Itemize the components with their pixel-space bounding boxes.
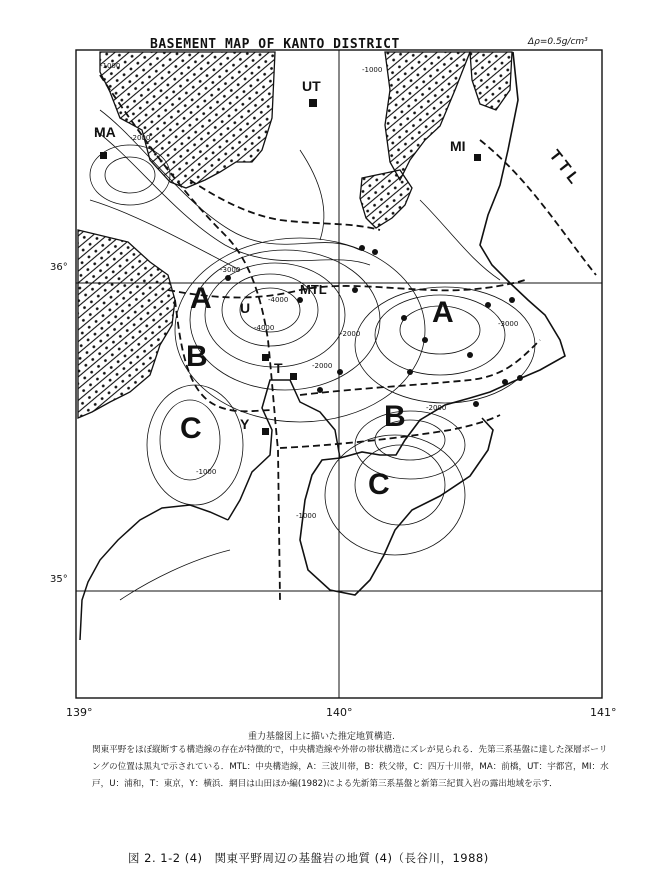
coastline-tokyo-bay — [228, 380, 340, 520]
label-y: Y — [240, 416, 250, 432]
contour-label: -1000 — [362, 66, 383, 74]
label-ttl: TTL — [545, 147, 585, 191]
label-mtl: MTL — [300, 282, 327, 297]
lon-label-139: 139° — [66, 706, 93, 719]
outcrop-northeast — [470, 52, 512, 110]
contour-label: -2000 — [312, 362, 333, 370]
zone-label-b-west: B — [186, 340, 208, 373]
figure-description: 関東平野をほぼ縦断する構造線の存在が特徴的で，中央構造線や外帯の帯状構造にズレが見られる．先第三系基盤に達した深層ボーリングの位置は黒丸で示されている．MTL：中央構造線，A：三波川帯，B：秩父帯，C：四万十川帯，MA：前橋，UT：宇都宮，MI：水戸，U：浦和，T：東京，Y：横浜．網目は山田ほか編(1982)による先新第三系基盤と新第三紀貫入岩の露出地域を示す． — [92, 745, 609, 789]
contour-label: -2000 — [130, 134, 151, 142]
contour-label: -2000 — [340, 330, 361, 338]
zone-label-c-west: C — [180, 412, 202, 445]
city-utsunomiya — [309, 99, 317, 107]
city-tokyo — [290, 373, 297, 380]
outcrop-northwest — [100, 52, 275, 188]
outcrop-tsukuba — [360, 170, 412, 228]
zone-label-b-east: B — [384, 400, 406, 433]
zone-boundary-ab-east — [300, 340, 540, 395]
lon-label-141: 141° — [590, 706, 617, 719]
figure-note: 重力基盤図上に描いた推定地質構造. — [248, 732, 395, 742]
city-urawa — [262, 354, 269, 361]
zone-label-c-east: C — [368, 468, 390, 501]
contour-label: -4000 — [254, 324, 275, 332]
contour-label: -2000 — [426, 404, 447, 412]
city-maebashi — [100, 152, 107, 159]
map-title: BASEMENT MAP OF KANTO DISTRICT — [150, 37, 400, 52]
label-u: U — [240, 300, 251, 316]
contour-label: -1000 — [296, 512, 317, 520]
contour-label: -3000 — [220, 266, 241, 274]
contour-label: -1000 — [196, 468, 217, 476]
lat-label-36: 36° — [50, 262, 68, 273]
zone-label-a-east: A — [432, 296, 454, 329]
ttl-line — [480, 140, 596, 275]
coastline-sagami — [80, 505, 228, 640]
contour-label: -3000 — [498, 320, 519, 328]
label-mi: MI — [450, 138, 466, 154]
contour-label: -4000 — [268, 296, 289, 304]
label-ut: UT — [302, 78, 321, 94]
contour-label: -1000 — [100, 62, 121, 70]
outcrop-west — [78, 230, 175, 418]
city-yokohama — [262, 428, 269, 435]
lat-label-35: 35° — [50, 574, 68, 585]
label-t: T — [274, 360, 283, 376]
zone-label-a-west: A — [190, 282, 212, 315]
outcrop-north-center — [385, 52, 470, 180]
city-mito — [474, 154, 481, 161]
figure-caption: 図 2. 1-2 (4) 関東平野周辺の基盤岩の地質 (4)（長谷川，1988) — [128, 851, 489, 865]
label-ma: MA — [94, 124, 116, 140]
density-note: Δρ=0.5g/cm³ — [528, 37, 588, 47]
lon-label-140: 140° — [326, 706, 353, 719]
